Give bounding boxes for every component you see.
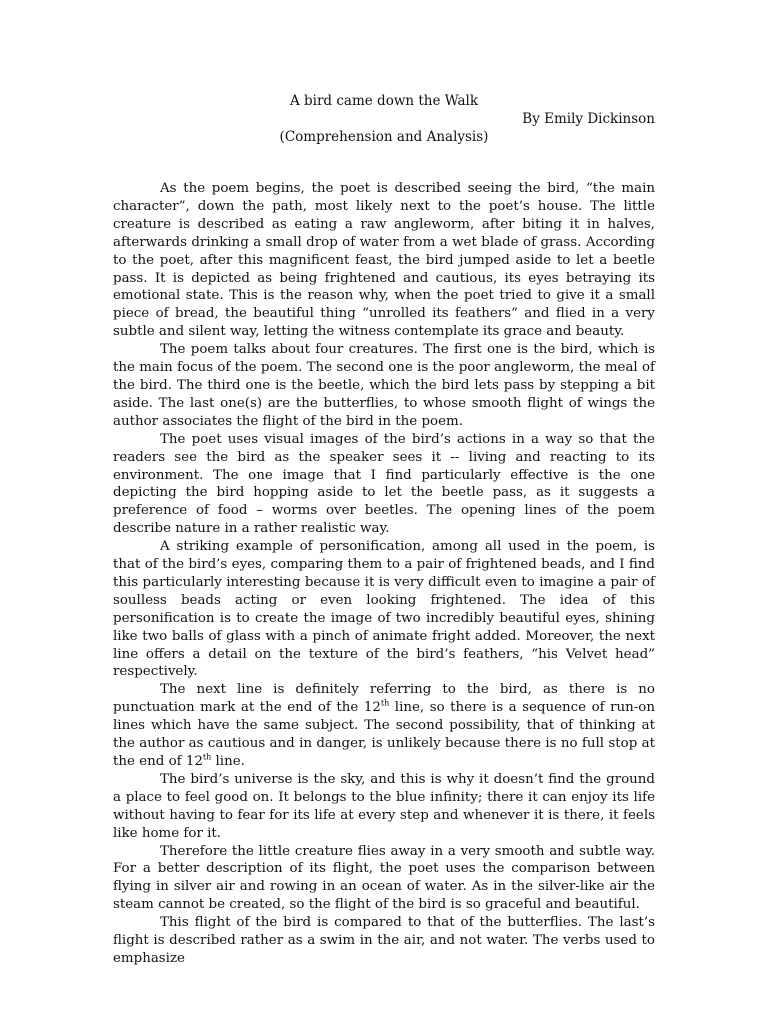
paragraph: Therefore the little creature flies away in a very smooth and subtle way. For a better description of its flight, the poet uses the comparison between flying in silver air and rowing in an ocean of water. As in the silver-like air the steam cannot be created, so the flight of the bird is so graceful and beautiful. bbox=[113, 843, 655, 913]
document-author: By Emily Dickinson bbox=[522, 111, 655, 127]
document-title: A bird came down the Walk bbox=[289, 93, 479, 109]
paragraph: A striking example of personification, among all used in the poem, is that of the bird’s eyes, comparing them to a pair of frightened beads, and I find this particularly interesting because it is very difficult even to imagine a pair of soulless beads acting or even looking frightened. The idea of this personification is to create the image of two incredibly beautiful eyes, shining like two balls of glass with a pinch of animate fright added. Moreover, the next line offers a detail on the texture of the bird’s feathers, “his Velvet head” respectively. bbox=[113, 539, 655, 680]
paragraph: The poem talks about four creatures. The first one is the bird, which is the main focus of the poem. The second one is the poor angleworm, the meal of the bird. The third one is the beetle, which the bird lets pass by stepping a bit aside. The last one(s) are the butterflies, to whose smooth flight of wings the author associates the flight of the bird in the poem. bbox=[113, 342, 655, 429]
paragraph: The poet uses visual images of the bird’s actions in a way so that the readers see the bird as the speaker sees it -- living and reacting to its environment. The one image that I find particularly effective is the one depicting the bird hopping aside to let the beetle pass, as it suggests a preference of food – worms over beetles. The opening lines of the poem describe nature in a rather realistic way. bbox=[113, 431, 655, 537]
paragraph bbox=[113, 681, 655, 771]
ordinal-suffix: th bbox=[380, 698, 390, 708]
ordinal-suffix: th bbox=[202, 752, 212, 762]
paragraph: As the poem begins, the poet is described seeing the bird, “the main character”, down the path, most likely next to the poet’s house. The little creature is described as eating a raw angleworm, after biting it in halves, afterwards drinking a small drop of water from a wet blade of grass. According to the poet, after this magnificent feast, the bird jumped aside to let a beetle pass. It is depicted as being frightened and cautious, its eyes betraying its emotional state. This is the reason why, when the poet tried to give it a small piece of bread, the beautiful thing “unrolled its feathers” and flied in a very subtle and silent way, letting the witness contemplate its grace and beauty. bbox=[113, 181, 655, 340]
document-subtitle: (Comprehension and Analysis) bbox=[279, 129, 489, 145]
paragraph-text: The next line is definitely referring to the bird, as there is no punctuation mark at the end of the 12 bbox=[113, 682, 655, 716]
paragraph-text: line, so there is a sequence of run-on lines which have the same subject. The second possibility, that of thinking at the author as cautious and in danger, is unlikely because there is no full stop at the end of 12 bbox=[113, 700, 655, 769]
paragraph-text: line. bbox=[211, 754, 245, 769]
paragraph: The bird’s universe is the sky, and this is why it doesn’t find the ground a place to feel good on. It belongs to the blue infinity; there it can enjoy its life without having to fear for its life at every step and whenever it is there, it feels like home for it. bbox=[113, 771, 655, 841]
document-body bbox=[113, 180, 655, 968]
paragraph: This flight of the bird is compared to that of the butterflies. The last’s flight is described rather as a swim in the air, and not water. The verbs used to emphasize bbox=[113, 915, 655, 966]
